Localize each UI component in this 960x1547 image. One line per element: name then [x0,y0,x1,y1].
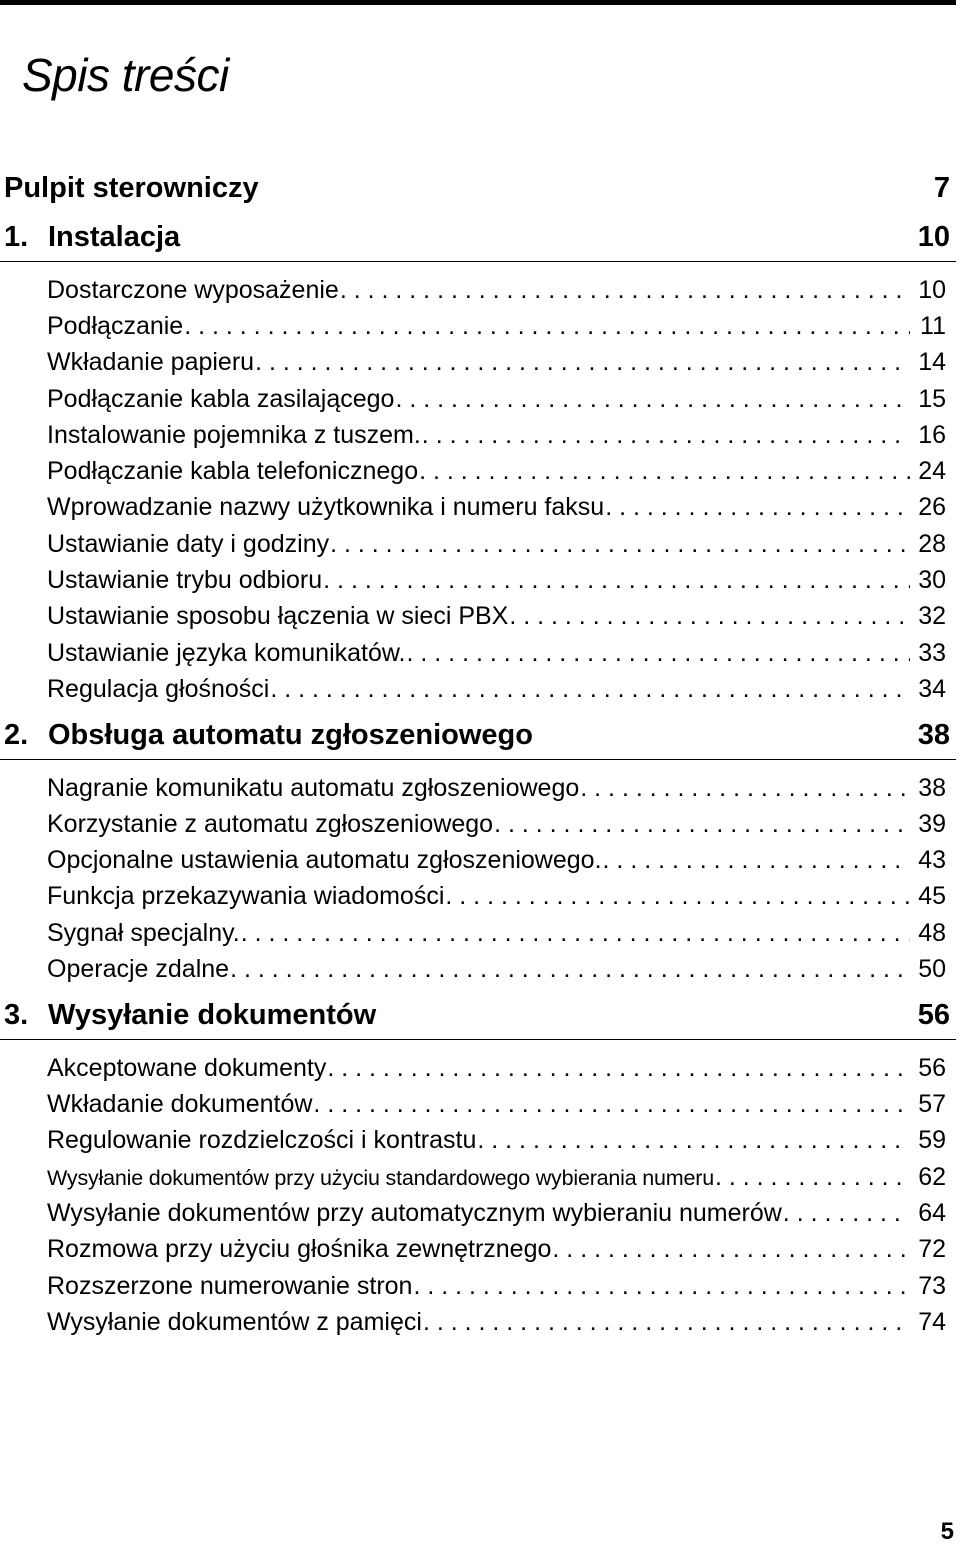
chapter-number: 3. [4,999,29,1032]
toc-entry-title: Wkładanie papieru [47,348,255,377]
toc-entry-title: Regulowanie rozdzielczości i kontrastu [47,1126,477,1155]
dot-leader [327,1050,910,1086]
page-title: Spis treści [22,49,229,101]
toc-entry-title: Akceptowane dokumenty [47,1053,327,1082]
chapter-number: 2. [4,719,29,752]
toc-entry-page: 43 [918,846,946,875]
dot-leader [445,878,910,914]
dot-leader [330,526,910,562]
toc-entry[interactable] [47,562,946,598]
chapter-title: Instalacja [48,221,181,254]
toc-entry[interactable] [47,951,946,987]
dot-leader [230,951,910,987]
chapter-title: Obsługa automatu zgłoszeniowego [48,719,533,752]
toc-entry[interactable] [47,489,946,525]
toc-entry-title: Wprowadzanie nazwy użytkownika i numeru faksu [47,493,605,522]
toc-entry-page: 57 [918,1090,946,1119]
toc-entry-page: 33 [918,638,946,667]
dot-leader [340,272,910,308]
dot-leader [413,1268,910,1304]
toc-entry-page: 48 [918,918,946,947]
toc-entry-page: 50 [918,955,946,984]
toc-entry-page: 38 [918,773,946,802]
toc-entry-title: Ustawianie języka komunikatów. [47,638,406,667]
toc-entry[interactable] [47,1159,946,1195]
toc-intro-entry[interactable] [0,160,956,209]
dot-leader [494,806,910,842]
toc-entry-title: Ustawianie daty i godziny [47,529,330,558]
toc-entry-title: Ustawianie trybu odbioru [47,566,323,595]
toc-entry[interactable] [47,1122,946,1158]
toc-entry-page: 32 [918,602,946,631]
toc-entry[interactable] [47,1195,946,1231]
toc-entry-title: Wysyłanie dokumentów przy użyciu standardowego wybierania numeru [47,1165,714,1190]
toc-entry[interactable] [47,598,946,634]
dot-leader [715,1159,910,1195]
toc-entry[interactable] [47,1086,946,1122]
dot-leader [509,598,910,634]
dot-leader [605,489,910,525]
dot-leader [241,915,910,951]
chapter-page: 56 [917,999,950,1032]
toc-entry-title: Rozmowa przy użyciu głośnika zewnętrznego [47,1235,552,1264]
dot-leader [783,1195,910,1231]
toc-entry-title: Regulacja głośności [47,674,270,703]
toc-entry-title: Wysyłanie dokumentów z pamięci [47,1307,422,1336]
dot-leader [184,308,910,344]
dot-leader [423,1304,910,1340]
chapter-page: 10 [917,221,950,254]
toc-entry-title: Funkcja przekazywania wiadomości [47,882,445,911]
toc-entry-page: 45 [918,882,946,911]
chapter-heading[interactable] [0,999,956,1039]
toc-entry[interactable] [47,770,946,806]
toc-entry-page: 10 [918,275,946,304]
chapter-number: 1. [4,221,29,254]
toc-entry-page: 15 [918,384,946,413]
toc-entry-page: 30 [918,566,946,595]
toc-entry-title: Opcjonalne ustawienia automatu zgłoszeniowego. [47,846,602,875]
top-rule [0,0,956,5]
dot-leader [395,381,910,417]
page-number: 5 [940,1518,954,1545]
toc-entry-page: 11 [920,311,946,340]
dot-leader [419,453,910,489]
toc-entry-title: Sygnał specjalny. [47,918,240,947]
toc-entry[interactable] [47,671,946,707]
entry-list [0,770,956,988]
toc-entry-title: Rozszerzone numerowanie stron [47,1271,413,1300]
dot-leader [255,344,910,380]
chapter-1 [0,221,956,707]
table-of-contents [0,160,956,1340]
dot-leader [323,562,910,598]
toc-entry-title: Korzystanie z automatu zgłoszeniowego [47,809,494,838]
dot-leader [270,671,910,707]
chapter-heading[interactable] [0,221,956,261]
toc-entry[interactable] [47,526,946,562]
dot-leader [580,770,910,806]
toc-intro-title: Pulpit sterowniczy [4,172,259,204]
dot-leader [313,1086,910,1122]
toc-entry-page: 72 [918,1235,946,1264]
toc-entry-title: Wkładanie dokumentów [47,1090,313,1119]
chapter-page: 38 [917,719,950,752]
toc-entry[interactable] [47,272,946,308]
toc-entry[interactable] [47,1304,946,1340]
toc-entry-page: 59 [918,1126,946,1155]
toc-entry[interactable] [47,1050,946,1086]
dot-leader [603,842,910,878]
toc-entry-title: Nagranie komunikatu automatu zgłoszeniowego [47,773,580,802]
toc-entry[interactable] [47,915,946,951]
toc-entry-page: 73 [918,1271,946,1300]
toc-entry-page: 34 [918,674,946,703]
toc-entry[interactable] [47,381,946,417]
dot-leader [477,1122,910,1158]
toc-entry-page: 28 [918,529,946,558]
toc-entry[interactable] [47,878,946,914]
chapter-2 [0,719,956,987]
toc-entry-title: Wysyłanie dokumentów przy automatycznym wybieraniu numerów [47,1198,782,1227]
dot-leader [407,635,911,671]
toc-entry-page: 64 [918,1198,946,1227]
toc-entry[interactable] [47,806,946,842]
toc-entry-title: Podłączanie kabla zasilającego [47,384,395,413]
toc-entry[interactable] [47,453,946,489]
toc-entry-page: 74 [918,1307,946,1336]
toc-entry-title: Instalowanie pojemnika z tuszem. [47,420,421,449]
toc-entry[interactable] [47,635,946,671]
toc-intro-page: 7 [933,172,950,204]
toc-entry-title: Ustawianie sposobu łączenia w sieci PBX [47,602,509,631]
toc-entry-page: 14 [918,348,946,377]
toc-entry[interactable] [47,1268,946,1304]
toc-entry[interactable] [47,308,946,344]
toc-entry[interactable] [47,417,946,453]
dot-leader [552,1231,910,1267]
toc-entry-page: 39 [918,809,946,838]
toc-entry[interactable] [47,344,946,380]
entry-list [0,272,956,708]
toc-entry[interactable] [47,842,946,878]
toc-entry-page: 62 [918,1162,946,1191]
toc-entry-page: 24 [918,457,946,486]
toc-entry[interactable] [47,1231,946,1267]
toc-entry-title: Podłączanie [47,311,184,340]
entry-list [0,1050,956,1340]
toc-entry-page: 56 [918,1053,946,1082]
toc-entry-title: Operacje zdalne [47,955,230,984]
dot-leader [422,417,910,453]
chapter-title: Wysyłanie dokumentów [48,999,377,1032]
chapter-3 [0,999,956,1340]
toc-entry-title: Dostarczone wyposażenie [47,275,339,304]
toc-entry-page: 26 [918,493,946,522]
toc-entry-title: Podłączanie kabla telefonicznego [47,457,419,486]
toc-entry-page: 16 [918,420,946,449]
chapter-heading[interactable] [0,719,956,759]
